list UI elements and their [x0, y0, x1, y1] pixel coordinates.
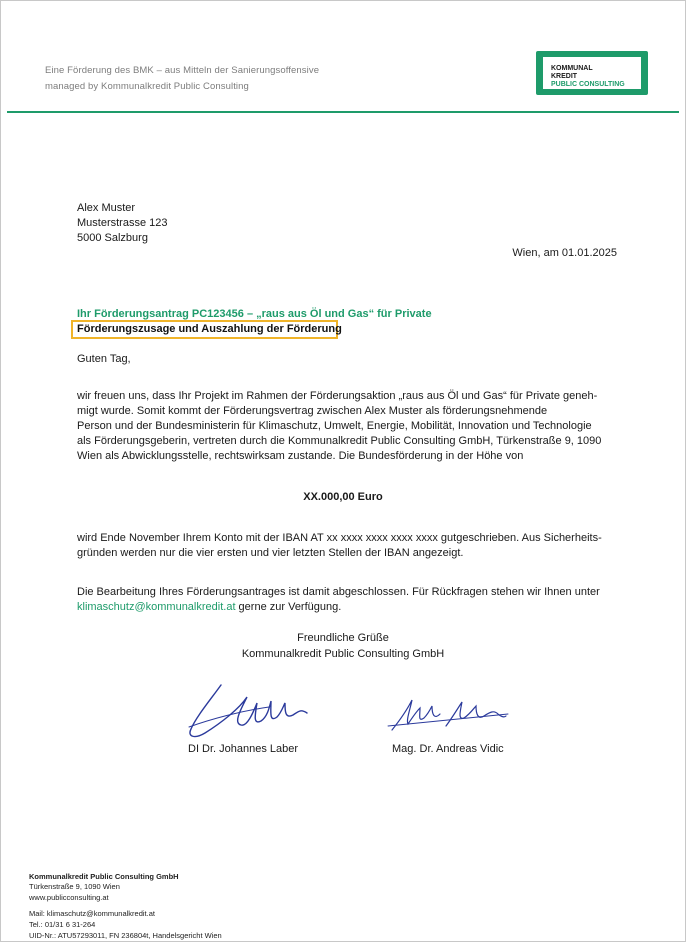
- footer-uid: UID-Nr.: ATU57293011, FN 236804t, Handelsgericht Wien: [29, 931, 222, 940]
- closing-regards: Freundliche Grüße: [297, 632, 389, 644]
- paragraph-line: als Förderungsgeberin, vertreten durch die Kommunalkredit Public Consulting GmbH, Türkenstraße 9, 1090: [77, 435, 602, 447]
- paragraph-line: Die Bearbeitung Ihres Förderungsantrages ist damit abgeschlossen. Für Rückfragen stehen wir Ihnen unter: [77, 586, 600, 598]
- header-divider: [7, 111, 679, 113]
- greeting: Guten Tag,: [77, 353, 131, 365]
- logo-text-line2: KREDIT: [551, 73, 578, 80]
- paragraph-contact: [77, 585, 622, 615]
- paragraph-line: Person und der Bundesministerin für Klimaschutz, Umwelt, Energie, Mobilität, Innovation und Technologie: [77, 420, 592, 432]
- paragraph-line: migt wurde. Somit kommt der Förderungsvertrag zwischen Alex Muster als förderungsnehmende: [77, 405, 548, 417]
- footer-company: Kommunalkredit Public Consulting GmbH: [29, 872, 179, 881]
- paragraph-line: [77, 600, 622, 615]
- footer-tel: Tel.: 01/31 6 31-264: [29, 920, 96, 929]
- paragraph-line: wird Ende November Ihrem Konto mit der IBAN AT xx xxxx xxxx xxxx xxxx gutgeschrieben. Aus Sicherheits-: [77, 532, 602, 544]
- paragraph-line: Wien als Abwicklungsstelle, rechtswirksam zustande. Die Bundesförderung in der Höhe von: [77, 450, 524, 462]
- header-funding-note: Eine Förderung des BMK – aus Mitteln der Sanierungsoffensive: [45, 65, 320, 76]
- footer-website[interactable]: www.publicconsulting.at: [29, 893, 109, 902]
- signer-name-laber: DI Dr. Johannes Laber: [188, 743, 299, 755]
- paragraph-line-rest: gerne zur Verfügung.: [235, 601, 342, 613]
- contact-email-link[interactable]: klimaschutz@kommunalkredit.at: [77, 601, 236, 613]
- footer-address: Türkenstraße 9, 1090 Wien: [29, 882, 120, 891]
- recipient-name: Alex Muster: [77, 202, 136, 214]
- signature-laber: [181, 679, 316, 741]
- letter-subject: Ihr Förderungsantrag PC123456 – „raus aus Öl und Gas“ für Private: [77, 308, 432, 320]
- header-managed-by: managed by Kommunalkredit Public Consulting: [45, 81, 249, 92]
- signer-name-vidic: Mag. Dr. Andreas Vidic: [392, 743, 504, 755]
- recipient-street: Musterstrasse 123: [77, 217, 168, 229]
- recipient-city: 5000 Salzburg: [77, 232, 148, 244]
- paragraph-line: wir freuen uns, dass Ihr Projekt im Rahmen der Förderungsaktion „raus aus Öl und Gas“ für Private geneh-: [77, 390, 598, 402]
- letter-date: Wien, am 01.01.2025: [512, 247, 617, 259]
- logo-text-line3: PUBLIC CONSULTING: [551, 81, 625, 88]
- paragraph-line: gründen werden nur die vier ersten und vier letzten Stellen der IBAN angezeigt.: [77, 547, 464, 559]
- paragraph-approval: [77, 389, 622, 464]
- funding-amount: XX.000,00 Euro: [303, 491, 383, 503]
- signature-vidic: [386, 696, 511, 736]
- footer-mail[interactable]: Mail: klimaschutz@kommunalkredit.at: [29, 909, 155, 918]
- logo-text-line1: KOMMUNAL: [551, 65, 593, 72]
- closing-company: Kommunalkredit Public Consulting GmbH: [241, 648, 445, 660]
- kommunalkredit-logo: [536, 51, 648, 95]
- letter-subtitle: Förderungszusage und Auszahlung der Förderung: [77, 323, 342, 335]
- paragraph-payment: [77, 531, 622, 561]
